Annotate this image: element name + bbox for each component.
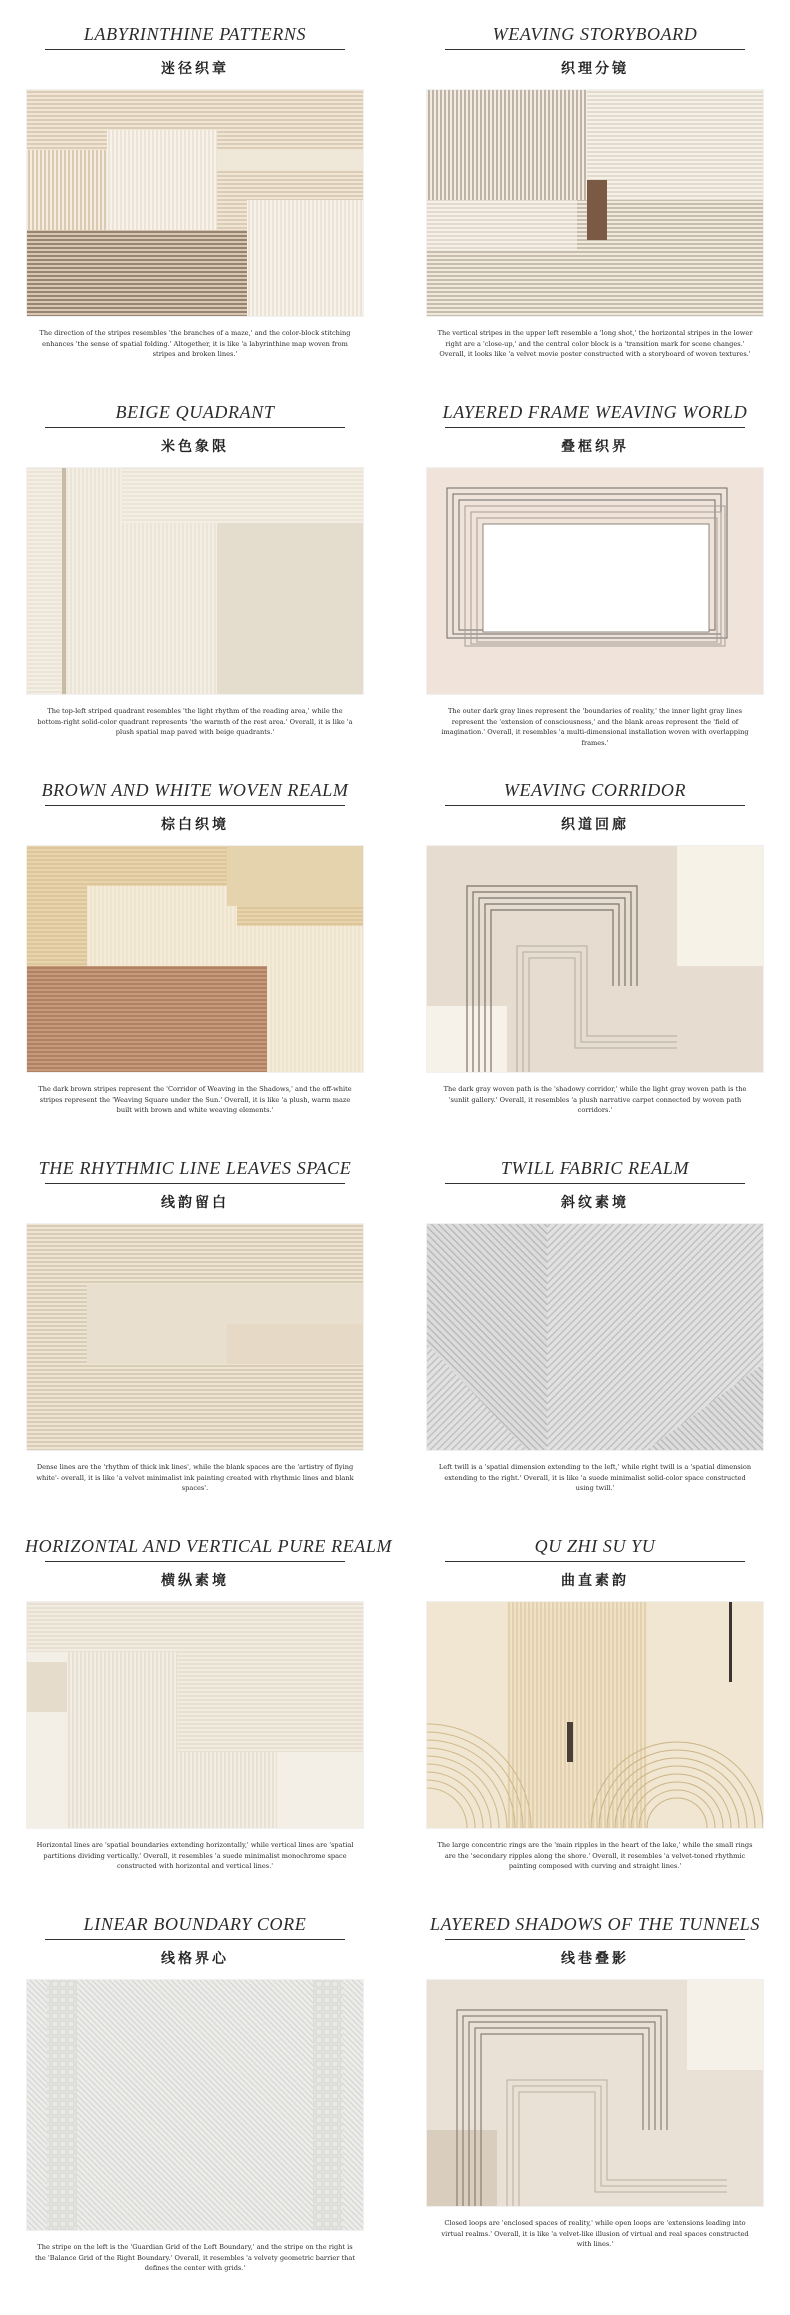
card-chinese-title: 斜纹素境: [561, 1195, 629, 1211]
card-chinese-title: 织道回廊: [561, 817, 629, 833]
title-divider: [45, 1561, 345, 1562]
card-chinese-title: 织理分镜: [561, 61, 629, 77]
card-labyrinthine-patterns: [25, 22, 365, 360]
card-twill-fabric: [425, 1156, 765, 1494]
rug-artwork-storyboard: [427, 90, 763, 316]
rug-artwork-rhythmic-line: [27, 1224, 363, 1450]
rug-image: [427, 1602, 763, 1828]
card-title: LABYRINTHINE PATTERNS: [83, 24, 307, 44]
card-description: The top-left striped quadrant resembles 'the light rhythm of the reading area,' while the bottom-right solid-color quadrant represents 'the warmth of the rest area.' Overall, it is like 'a plush spatial map paved with beige quadrants.': [37, 707, 353, 736]
card-weaving-storyboard: [425, 22, 765, 360]
rug-artwork-beige-quadrant: [27, 468, 363, 694]
card-chinese-title: 米色象限: [161, 439, 229, 455]
card-title: HORIZONTAL AND VERTICAL PURE REALM: [25, 1536, 393, 1556]
card-brown-white-realm: [25, 778, 365, 1116]
title-divider: [445, 427, 745, 428]
card-title: TWILL FABRIC REALM: [500, 1158, 690, 1178]
rug-artwork-twill: [427, 1224, 763, 1450]
card-title: WEAVING CORRIDOR: [503, 780, 687, 800]
card-description: The stripe on the left is the 'Guardian Grid of the Left Boundary,' and the stripe on the right is the 'Balance Grid of the Right Boundary.' Overall, it resembles 'a velvety geometric barrier that defines the center with grids.': [35, 2243, 355, 2272]
card-description: The outer dark gray lines represent the 'boundaries of reality,' the inner light gray lines represent the 'extension of consciousness,' and the blank areas represent the 'field of imagination.' Overall, it resembles 'a multi-dimensional installation woven with overlapping frames.': [441, 707, 749, 747]
title-divider: [45, 49, 345, 50]
card-title: LAYERED FRAME WEAVING WORLD: [442, 402, 748, 422]
card-weaving-corridor: [425, 778, 765, 1116]
card-layered-shadows: [425, 1912, 765, 2250]
card-chinese-title: 线韵留白: [161, 1195, 229, 1211]
rug-image: [427, 1980, 763, 2206]
card-title: LAYERED SHADOWS OF THE TUNNELS: [429, 1914, 761, 1934]
card-rhythmic-line: [25, 1156, 365, 1494]
rug-image: [27, 1224, 363, 1450]
card-title: BEIGE QUADRANT: [115, 402, 275, 422]
rug-image: [27, 846, 363, 1072]
card-chinese-title: 线巷叠影: [561, 1951, 629, 1967]
title-divider: [445, 1561, 745, 1562]
title-divider: [45, 1183, 345, 1184]
card-qu-zhi-su-yu: [425, 1534, 765, 1872]
card-chinese-title: 迷径织章: [161, 61, 229, 77]
card-title: THE RHYTHMIC LINE LEAVES SPACE: [38, 1158, 352, 1178]
title-divider: [445, 805, 745, 806]
card-description: The direction of the stripes resembles 'the branches of a maze,' and the color-block stitching enhances 'the sense of spatial folding.' Altogether, it is like 'a labyrinthine map woven from stripes and broken lines.': [39, 329, 351, 358]
rug-artwork-layered-shadows: [427, 1980, 763, 2206]
rug-artwork-horizontal-vertical: [27, 1602, 363, 1828]
rug-image: [427, 846, 763, 1072]
card-chinese-title: 线格界心: [161, 1951, 229, 1967]
rug-artwork-concentric-rings: [427, 1602, 763, 1828]
rug-artwork-linear-boundary: [27, 1980, 363, 2230]
card-title: WEAVING STORYBOARD: [492, 24, 698, 44]
rug-artwork-labyrinthine: [27, 90, 363, 316]
card-chinese-title: 叠框织界: [561, 439, 629, 455]
title-divider: [45, 1939, 345, 1940]
card-description: The dark brown stripes represent the 'Corridor of Weaving in the Shadows,' and the off-white stripes represent the 'Weaving Square under the Sun.' Overall, it is like 'a plush, warm maze built with brown and white weaving elements.': [38, 1085, 352, 1114]
rug-artwork-layered-frame: [427, 468, 763, 694]
card-title: BROWN AND WHITE WOVEN REALM: [41, 780, 349, 800]
title-divider: [45, 427, 345, 428]
rug-artwork-brown-white: [27, 846, 363, 1072]
rug-image: [27, 1980, 363, 2230]
rug-image: [427, 90, 763, 316]
card-title: LINEAR BOUNDARY CORE: [83, 1914, 307, 1934]
card-description: The large concentric rings are the 'main ripples in the heart of the lake,' while the small rings are the 'secondary ripples along the shore.' Overall, it resembles 'a velvet-toned rhythmic painting composed with curving and straight lines.': [437, 1841, 753, 1870]
rug-image: [427, 468, 763, 694]
card-description: The vertical stripes in the upper left resemble a 'long shot,' the horizontal stripes in the lower right are a 'close-up,' and the central color block is a 'transition mark for scene changes.' Overall, it looks like 'a velvet movie poster constructed with a storyboard of woven textures.': [437, 329, 753, 358]
card-horizontal-vertical: [25, 1534, 393, 1872]
title-divider: [445, 1183, 745, 1184]
rug-image: [27, 1602, 363, 1828]
title-divider: [45, 805, 345, 806]
card-beige-quadrant: [25, 400, 365, 738]
rug-artwork-weaving-corridor: [427, 846, 763, 1072]
card-description: Left twill is a 'spatial dimension extending to the left,' while right twill is a 'spatial dimension extending to the right.' Overall, it is like 'a suede minimalist solid-color space constructed using twill.': [438, 1463, 752, 1492]
card-title: QU ZHI SU YU: [534, 1536, 656, 1556]
card-chinese-title: 曲直素韵: [561, 1573, 629, 1589]
title-divider: [445, 1939, 745, 1940]
card-description: The dark gray woven path is the 'shadowy corridor,' while the light gray woven path is the 'sunlit gallery.' Overall, it resembles 'a plush narrative carpet connected by woven path corridors.': [443, 1085, 747, 1114]
title-divider: [445, 49, 745, 50]
card-chinese-title: 棕白织境: [161, 817, 229, 833]
card-description: Horizontal lines are 'spatial boundaries extending horizontally,' while vertical lines are 'spatial partitions dividing vertically.' Overall, it resembles 'a suede minimalist monochrome space constructed with horizontal and vertical lines.': [36, 1841, 354, 1870]
card-layered-frame: [425, 400, 765, 748]
rug-image: [27, 468, 363, 694]
rug-image: [27, 90, 363, 316]
rug-image: [427, 1224, 763, 1450]
card-description: Dense lines are the 'rhythm of thick ink lines', while the blank spaces are the 'artistry of flying white'- overall, it is like 'a velvet minimalist ink painting created with rhythmic lines and blank spaces'.: [36, 1463, 354, 1492]
card-description: Closed loops are 'enclosed spaces of reality,' while open loops are 'extensions leading into virtual realms.' Overall, it is like 'a velvet-like illusion of virtual and real spaces constructed with lines.': [441, 2219, 749, 2248]
card-linear-boundary: [25, 1912, 365, 2274]
card-chinese-title: 横纵素境: [161, 1573, 229, 1589]
